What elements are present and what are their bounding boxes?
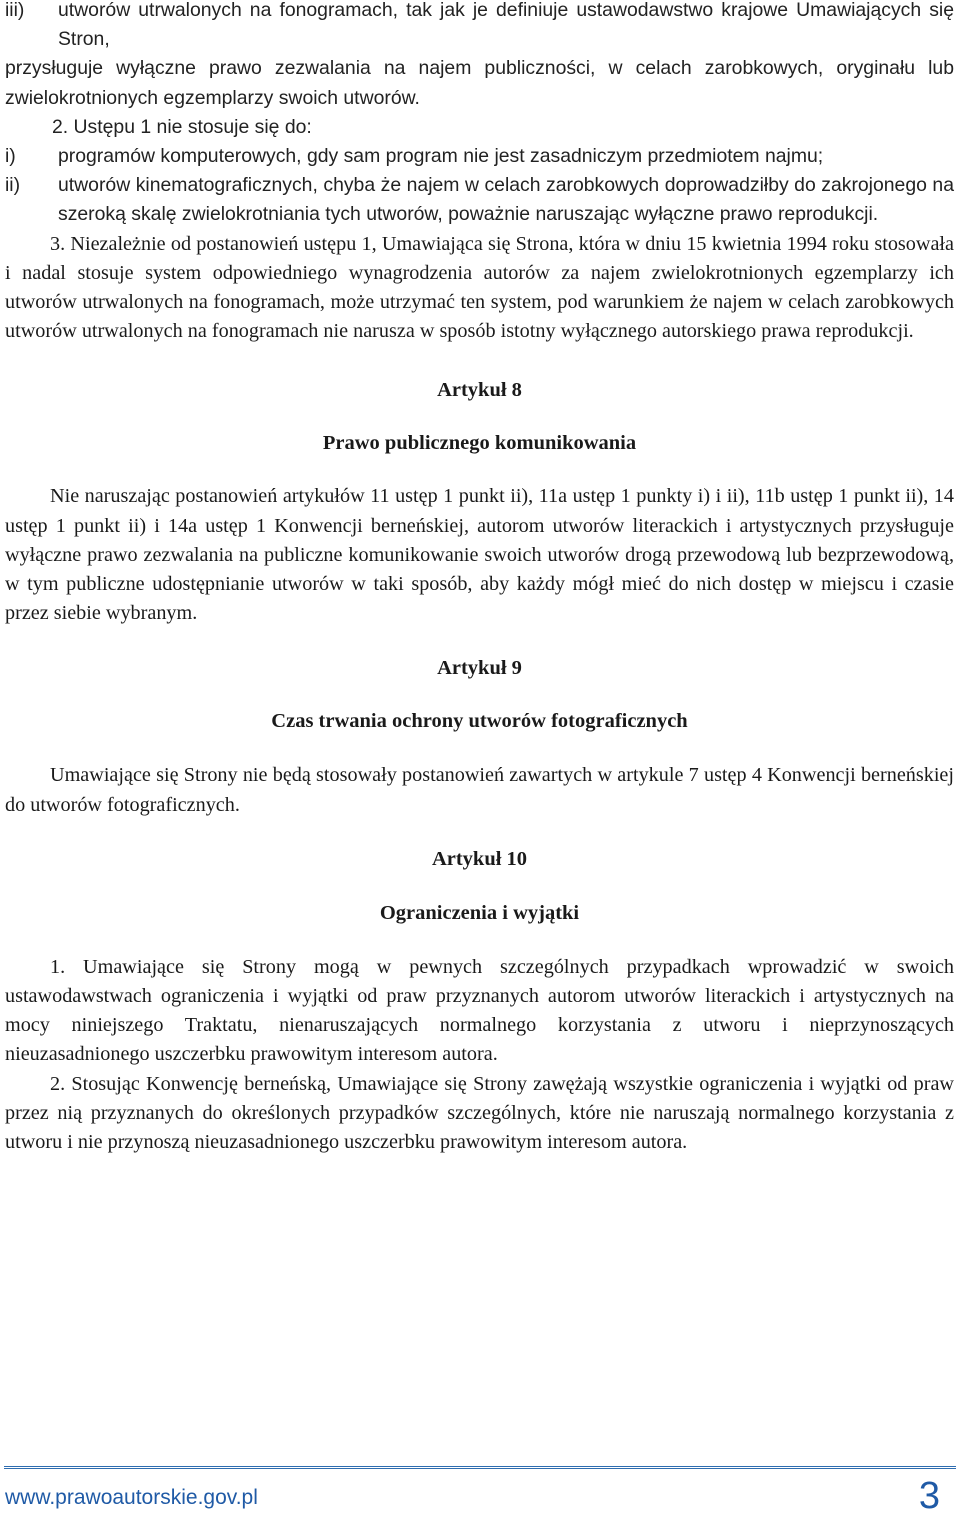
article-9-title: Czas trwania ochrony utworów fotograficznych: [271, 710, 688, 733]
list-item-text: utworów kinematograficznych, chyba że najem w celach zarobkowych doprowadziłby do zakrojonego na szeroką skalę zwielokrotniania tych utworów, poważnie naruszając wyłączne prawo reprodukcji.: [58, 174, 954, 226]
paragraph-rental-right: przysługuje wyłączne prawo zezwalania na najem publiczności, w celach zarobkowych, oryginału lub zwielokrotnionych egzemplarzy swoich utworów.: [5, 57, 954, 109]
document-body: [5, 0, 954, 1157]
list-item-text: utworów utrwalonych na fonogramach, tak jak je definiuje ustawodawstwo krajowe Umawiających się Stron,: [58, 0, 954, 51]
article-10-title: Ograniczenia i wyjątki: [379, 901, 580, 924]
list-marker: i): [5, 145, 16, 168]
list-item-iii: [5, 0, 954, 54]
article-9-text: Umawiające się Strony nie będą stosowały postanowień zawartych w artykule 7 ustęp 4 Konwencji berneńskiej do utworów fotograficznych.: [5, 764, 954, 816]
footer-website-link[interactable]: www.prawoautorskie.gov.pl: [5, 1486, 258, 1509]
article-8-title: Prawo publicznego komunikowania: [322, 432, 637, 455]
article-8-text: Nie naruszając postanowień artykułów 11 ustęp 1 punkt ii), 11a ustęp 1 punkty i) i ii), 11b ustęp 1 punkt ii), 14 ustęp 1 punkt ii) i 14a ustęp 1 Konwencji berneńskiej, autorom utworów literackich i artystycznych przysługuje wyłączne prawo zezwalania na publiczne komunikowanie swoich utworów drogą przewodową lub bezprzewodową, w tym publiczne udostępnianie utworów w taki sposób, aby każdy mógł mieć do nich dostęp w miejscu i czasie przez siebie wybranym.: [5, 485, 954, 625]
list-item-i: [5, 142, 954, 171]
article-10-heading: Artykuł 10: [431, 847, 528, 870]
paragraph-3: 3. Niezależnie od postanowień ustępu 1, Umawiająca się Strona, która w dniu 15 kwietnia 1994 roku stosowała i nadal stosuje system odpowiedniego wynagrodzenia autorów za najem zwielokrotnionych egzemplarzy ich utworów utrwalonych na fonogramach, może utrzymać ten system, pod warunkiem że najem w celach zarobkowych utworów utrwalonych na fonogramach nie narusza w sposób istotny wyłącznego autorskiego prawa reprodukcji.: [5, 232, 954, 343]
paragraph-2-intro: 2. Ustępu 1 nie stosuje się do:: [52, 115, 312, 138]
page-number: 3: [918, 1475, 940, 1517]
article-9-heading: Artykuł 9: [437, 657, 522, 680]
list-marker: iii): [5, 0, 25, 21]
list-item-text: programów komputerowych, gdy sam program nie jest zasadniczym przedmiotem najmu;: [58, 145, 824, 168]
list-item-ii: [5, 171, 954, 229]
article-10-para-1: 1. Umawiające się Strony mogą w pewnych szczególnych przypadkach wprowadzić w swoich ustawodawstwach ograniczenia i wyjątki od praw przyznanych autorom utworów literackich i artystycznych na mocy niniejszego Traktatu, nienaruszających normalnego korzystania z utworu i nieprzynoszących nieuzasadnionego uszczerbku prawowitym interesom autora.: [5, 955, 954, 1066]
footer-divider: [4, 1466, 956, 1469]
article-8-heading: Artykuł 8: [437, 379, 522, 402]
article-10-para-2: 2. Stosując Konwencję berneńską, Umawiające się Strony zawężają wszystkie ograniczenia i wyjątki od praw przez nią przyznanych do określonych przypadków szczególnych, które nie naruszają normalnego korzystania z utworu i nie przynoszą nieuzasadnionego uszczerbku prawowitym interesom autora.: [5, 1072, 954, 1154]
list-marker: ii): [5, 174, 21, 197]
